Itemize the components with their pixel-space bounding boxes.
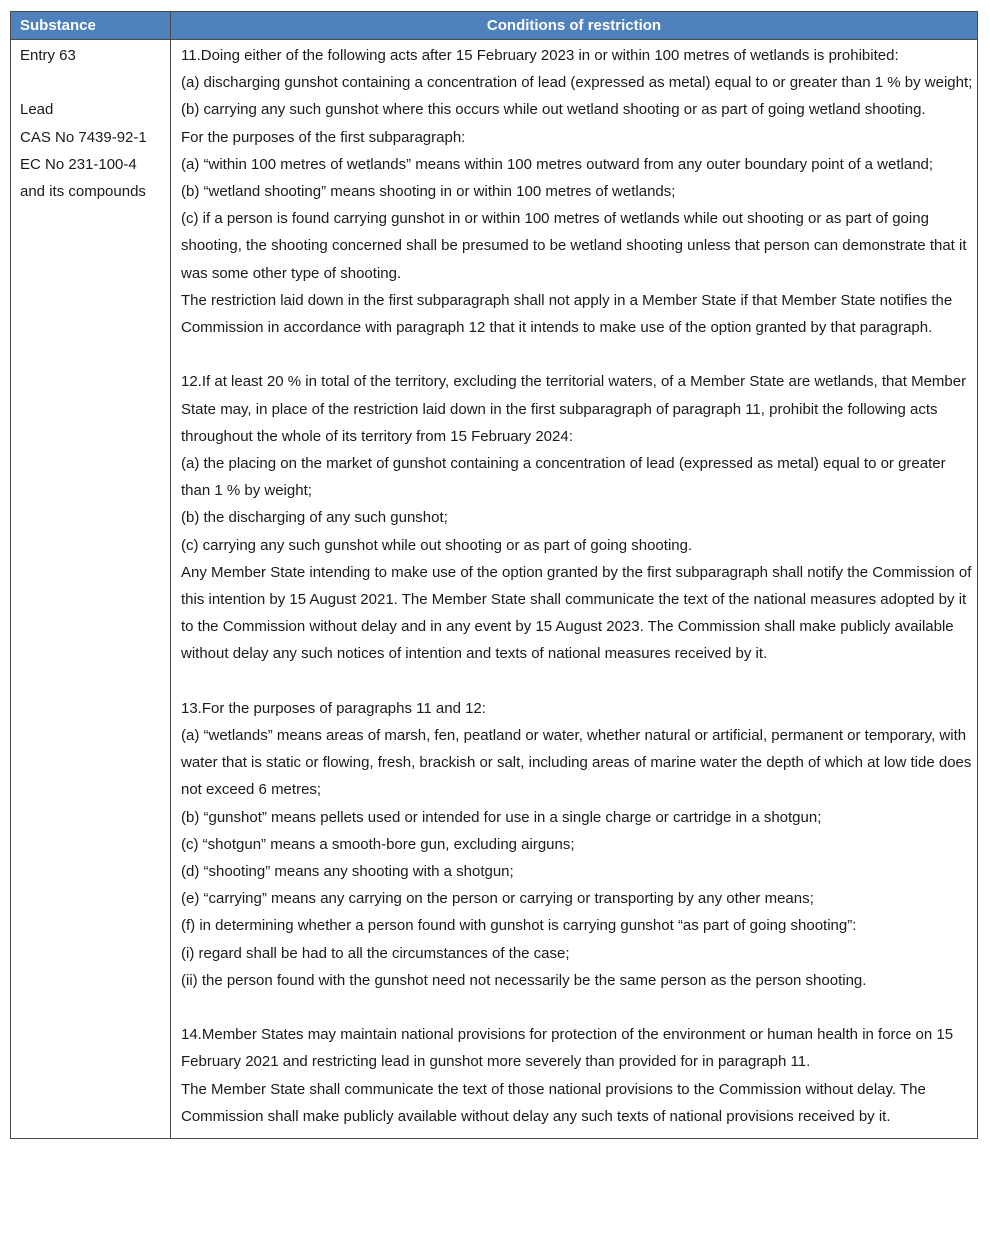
conditions-cell <box>171 40 978 1139</box>
condition-paragraph: (b) the discharging of any such gunshot; <box>181 509 448 527</box>
paragraph-gap <box>181 341 973 368</box>
condition-paragraph: (i) regard shall be had to all the circumstances of the case; <box>181 944 570 962</box>
condition-paragraph: 12.If at least 20 % in total of the territory, excluding the territorial waters, of a Member State are wetlands, that Member State may, in place of the restriction laid down in the first subparagraph of paragraph 11, prohibit the following acts throughout the whole of its territory from 15 February 2024: <box>181 373 967 445</box>
entry-number: Entry 63 <box>20 47 76 64</box>
condition-paragraph: The Member State shall communicate the text of those national provisions to the Commission without delay. The Commission shall make publicly available without delay any such texts of national provisions received by it. <box>181 1080 926 1125</box>
condition-paragraph: (ii) the person found with the gunshot need not necessarily be the same person as the person shooting. <box>181 971 867 989</box>
substance-cell <box>11 40 171 1139</box>
condition-paragraph: (a) the placing on the market of gunshot containing a concentration of lead (expressed as metal) equal to or greater than 1 % by weight; <box>181 455 946 500</box>
paragraph-gap <box>181 994 973 1021</box>
header-row <box>11 12 978 40</box>
ec-number: EC No 231-100-4 <box>20 155 137 173</box>
condition-paragraph: (b) “wetland shooting” means shooting in or within 100 metres of wetlands; <box>181 183 676 201</box>
substance-name: Lead <box>20 101 54 119</box>
condition-paragraph: 13.For the purposes of paragraphs 11 and 12: <box>181 699 486 717</box>
condition-paragraph: (b) carrying any such gunshot where this occurs while out wetland shooting or as part of going wetland shooting. <box>181 101 926 119</box>
condition-paragraph: (f) in determining whether a person found with gunshot is carrying gunshot “as part of going shooting”: <box>181 917 857 935</box>
conditions-header: Conditions of restriction <box>171 12 978 40</box>
condition-paragraph: (c) carrying any such gunshot while out shooting or as part of going shooting. <box>181 536 693 554</box>
condition-paragraph: (a) “within 100 metres of wetlands” means within 100 metres outward from any outer boundary point of a wetland; <box>181 155 934 173</box>
substance-compounds: and its compounds <box>20 183 146 200</box>
restriction-table <box>10 11 978 1139</box>
cas-number: CAS No 7439-92-1 <box>20 128 147 146</box>
condition-paragraph: (a) “wetlands” means areas of marsh, fen, peatland or water, whether natural or artificial, permanent or temporary, with water that is static or flowing, fresh, brackish or salt, including areas of marine water the depth of which at low tide does not exceed 6 metres; <box>181 727 972 799</box>
condition-paragraph: (d) “shooting” means any shooting with a shotgun; <box>181 863 514 881</box>
condition-paragraph: Any Member State intending to make use of the option granted by the first subparagraph shall notify the Commission of this intention by 15 August 2021. The Member State shall communicate the text of the national measures adopted by it to the Commission without delay and in any event by 15 August 2023. The Commission shall make publicly available without delay any such notices of intention and texts of national measures received by it. <box>181 563 972 663</box>
condition-paragraph: For the purposes of the first subparagraph: <box>181 128 466 146</box>
substance-header: Substance <box>11 12 171 40</box>
paragraph-gap <box>181 668 973 695</box>
condition-paragraph: (a) discharging gunshot containing a concentration of lead (expressed as metal) equal to or greater than 1 % by weight; <box>181 74 973 92</box>
condition-paragraph: The restriction laid down in the first subparagraph shall not apply in a Member State if that Member State notifies the Commission in accordance with paragraph 12 that it intends to make use of the option granted by that paragraph. <box>181 291 953 337</box>
condition-paragraph: (b) “gunshot” means pellets used or intended for use in a single charge or cartridge in a shotgun; <box>181 808 822 826</box>
condition-paragraph: (c) “shotgun” means a smooth-bore gun, excluding airguns; <box>181 835 575 853</box>
table-row <box>11 40 978 1139</box>
condition-paragraph: 11.Doing either of the following acts after 15 February 2023 in or within 100 metres of wetlands is prohibited: <box>181 47 899 64</box>
condition-paragraph: 14.Member States may maintain national provisions for protection of the environment or human health in force on 15 February 2021 and restricting lead in gunshot more severely than provided for in paragraph 11. <box>181 1026 954 1071</box>
condition-paragraph: (e) “carrying” means any carrying on the person or carrying or transporting by any other means; <box>181 890 814 908</box>
condition-paragraph: (c) if a person is found carrying gunshot in or within 100 metres of wetlands while out shooting or as part of going shooting, the shooting concerned shall be presumed to be wetland shooting unless that person can demonstrate that it was some other type of shooting. <box>181 210 967 282</box>
